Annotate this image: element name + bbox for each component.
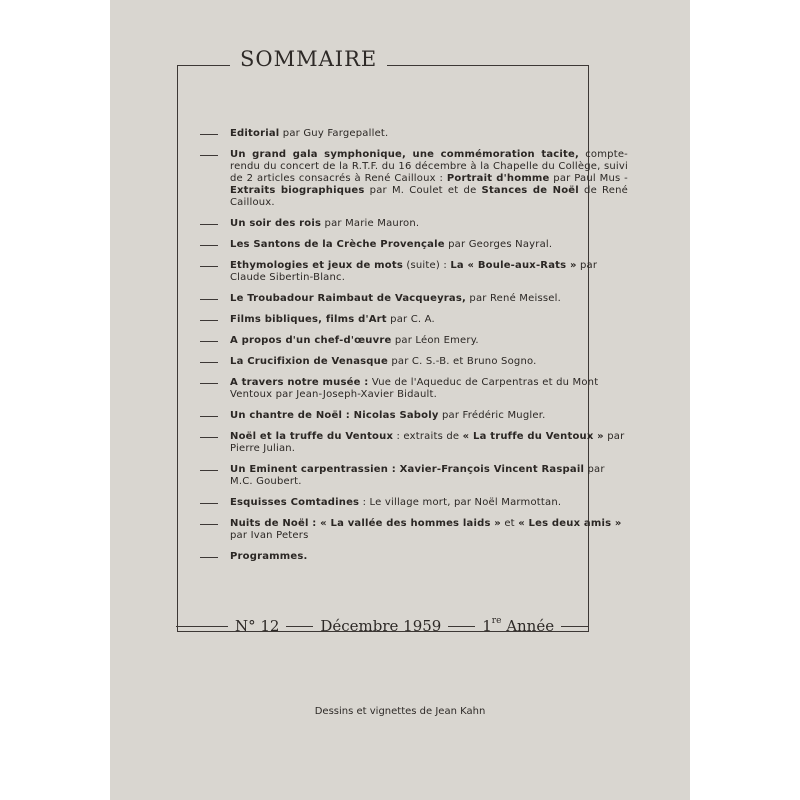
- entry-detail: par Ivan Peters: [230, 530, 309, 541]
- entry-detail: par M. Coulet et de: [364, 185, 482, 196]
- issue-footer: [176, 606, 588, 646]
- entry-title: Un grand gala symphonique, une commémoration tacite,: [230, 149, 579, 160]
- page-title: SOMMAIRE: [230, 47, 387, 71]
- entry-detail: compte-rendu du concert de la R.T.F. du 16 décembre à la Chapelle du Collège, suivi de 2 articles consacrés à René Cailloux :: [230, 149, 628, 184]
- toc-entry: [200, 260, 628, 284]
- toc-entry: [200, 128, 628, 140]
- illustration-credits: Dessins et vignettes de Jean Kahn: [314, 706, 486, 717]
- entry-subtitle: Portrait d'homme: [446, 173, 550, 184]
- dash-marker: [200, 437, 218, 438]
- entry-title: Le Troubadour Raimbaut de Vacqueyras,: [230, 293, 467, 304]
- dash-marker: [200, 320, 218, 321]
- entry-detail: par Marie Mauron.: [321, 218, 420, 229]
- entry-title: Un soir des rois: [230, 218, 322, 229]
- divider: [286, 626, 313, 627]
- toc-entry: [200, 356, 628, 368]
- entry-title: La Crucifixion de Venasque: [230, 356, 388, 367]
- issue-number: N° 12: [235, 617, 280, 635]
- issue-date: Décembre 1959: [320, 617, 442, 635]
- toc-entry: [200, 431, 628, 455]
- entry-detail: par Frédéric Mugler.: [438, 410, 546, 421]
- entry-subtitle: « Les deux amis »: [518, 518, 622, 529]
- entry-detail: par Pierre Julian.: [230, 431, 625, 454]
- entry-title: Ethymologies et jeux de mots: [230, 260, 403, 271]
- publication-year: [482, 617, 554, 635]
- entry-subtitle: Extraits biographiques: [230, 185, 365, 196]
- entry-detail: et: [500, 518, 519, 529]
- entry-title: Noël et la truffe du Ventoux: [230, 431, 394, 442]
- entry-detail: de René Cailloux.: [230, 185, 628, 208]
- entry-detail: par C. A.: [386, 314, 435, 325]
- toc-entry: [200, 551, 628, 563]
- dash-marker: [200, 503, 218, 504]
- entry-title: Un Eminent carpentrassien : Xavier-François Vincent Raspail: [230, 464, 585, 475]
- toc-entry: [200, 410, 628, 422]
- entry-title: Esquisses Comtadines: [230, 497, 360, 508]
- entry-detail: par Claude Sibertin-Blanc.: [230, 260, 598, 283]
- year-word: Année: [501, 617, 555, 635]
- dash-marker: [200, 224, 218, 225]
- toc-entry: [200, 377, 628, 401]
- toc-entry: [200, 149, 628, 209]
- dash-marker: [200, 245, 218, 246]
- toc-entry: [200, 518, 628, 542]
- toc-entry: [200, 335, 628, 347]
- entry-detail: par C. S.-B. et Bruno Sogno.: [387, 356, 537, 367]
- year-number: 1: [482, 617, 492, 635]
- entry-title: Editorial: [230, 128, 280, 139]
- entry-detail: par Paul Mus -: [549, 173, 628, 184]
- entry-title: A travers notre musée :: [230, 377, 369, 388]
- entry-detail: par René Meissel.: [466, 293, 561, 304]
- entry-detail: par Léon Emery.: [391, 335, 479, 346]
- dash-marker: [200, 524, 218, 525]
- entry-detail: Vue de l'Aqueduc de Carpentras et du Mont Ventoux par Jean-Joseph-Xavier Bidault.: [230, 377, 599, 400]
- toc-entry: [200, 218, 628, 230]
- dash-marker: [200, 557, 218, 558]
- entry-subtitle: Stances de Noël: [481, 185, 579, 196]
- entry-title: Les Santons de la Crèche Provençale: [230, 239, 445, 250]
- entry-subtitle: « La truffe du Ventoux »: [462, 431, 604, 442]
- dash-marker: [200, 299, 218, 300]
- year-ordinal: re: [491, 616, 502, 626]
- entry-title: Programmes.: [230, 551, 308, 562]
- entry-detail: : extraits de: [393, 431, 463, 442]
- dash-marker: [200, 266, 218, 267]
- entry-detail: : Le village mort, par Noël Marmottan.: [359, 497, 562, 508]
- dash-marker: [200, 416, 218, 417]
- divider: [448, 626, 475, 627]
- entry-title: Un chantre de Noël : Nicolas Saboly: [230, 410, 439, 421]
- table-of-contents: [200, 128, 628, 572]
- dash-marker: [200, 383, 218, 384]
- toc-entry: [200, 464, 628, 488]
- entry-title: A propos d'un chef-d'œuvre: [230, 335, 392, 346]
- entry-title: Nuits de Noël : « La vallée des hommes laids »: [230, 518, 501, 529]
- dash-marker: [200, 470, 218, 471]
- dash-marker: [200, 134, 218, 135]
- entry-detail: par Guy Fargepallet.: [279, 128, 389, 139]
- entry-detail: par M.C. Goubert.: [230, 464, 605, 487]
- toc-entry: [200, 239, 628, 251]
- divider: [561, 626, 588, 627]
- entry-detail: (suite) :: [403, 260, 451, 271]
- dash-marker: [200, 362, 218, 363]
- toc-entry: [200, 314, 628, 326]
- toc-entry: [200, 497, 628, 509]
- dash-marker: [200, 155, 218, 156]
- entry-detail: par Georges Nayral.: [444, 239, 553, 250]
- entry-subtitle: La « Boule-aux-Rats »: [450, 260, 577, 271]
- toc-entry: [200, 293, 628, 305]
- dash-marker: [200, 341, 218, 342]
- entry-title: Films bibliques, films d'Art: [230, 314, 387, 325]
- divider: [176, 626, 228, 627]
